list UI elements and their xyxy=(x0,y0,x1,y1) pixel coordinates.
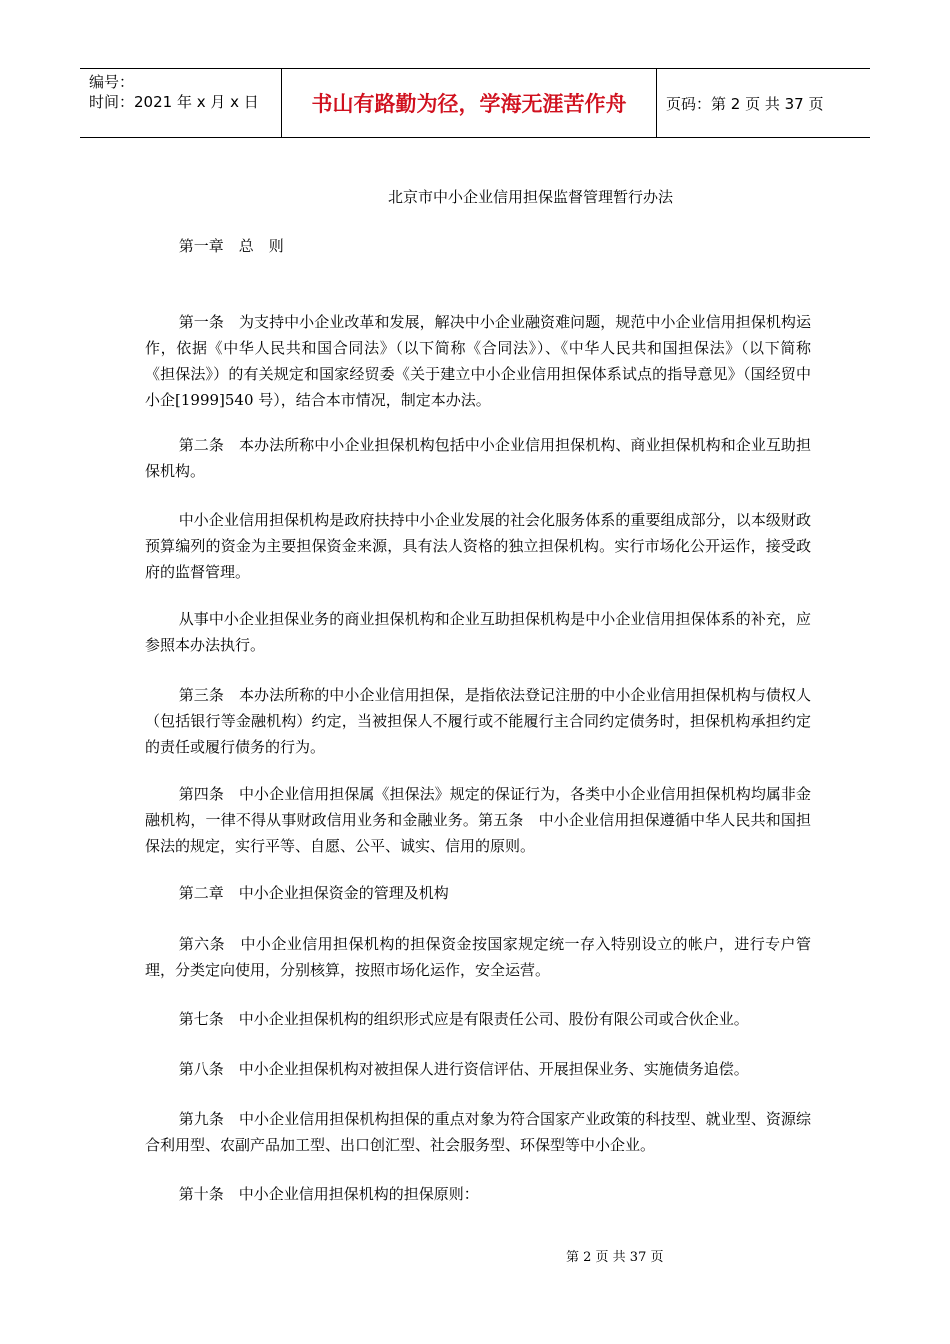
article-paragraph: 第三条 本办法所称的中小企业信用担保，是指依法登记注册的中小企业信用担保机构与债权人（包括银行等金融机构）约定，当被担保人不履行或不能履行主合同约定债务时，担保机构承担约定的责任或履行债务的行为。 xyxy=(145,686,811,756)
article-paragraph: 第四条 中小企业信用担保属《担保法》规定的保证行为，各类中小企业信用担保机构均属非金融机构，一律不得从事财政信用业务和金融业务。第五条 中小企业信用担保遵循中华人民共和国担保法的规定，实行平等、自愿、公平、诚实、信用的原则。 xyxy=(145,785,811,855)
doc-number-label: 编号： xyxy=(89,73,135,91)
article-paragraph: 第九条 中小企业信用担保机构担保的重点对象为符合国家产业政策的科技型、就业型、资源综合利用型、农副产品加工型、出口创汇型、社会服务型、环保型等中小企业。 xyxy=(145,1110,811,1154)
page-header xyxy=(80,68,870,138)
document-title: 北京市中小企业信用担保监督管理暂行办法 xyxy=(388,188,674,206)
article-paragraph: 第十条 中小企业信用担保机构的担保原则： xyxy=(178,1185,479,1203)
header-motto: 书山有路勤为径，学海无涯苦作舟 xyxy=(282,69,657,137)
header-info-cell xyxy=(80,69,282,137)
article-paragraph: 从事中小企业担保业务的商业担保机构和企业互助担保机构是中小企业信用担保体系的补充，应参照本办法执行。 xyxy=(145,610,811,654)
article-paragraph: 第二条 本办法所称中小企业担保机构包括中小企业信用担保机构、商业担保机构和企业互助担保机构。 xyxy=(145,436,811,480)
doc-date-label: 时间：2021 年 x 月 x 日 xyxy=(89,93,259,111)
chapter-heading: 第一章 总 则 xyxy=(178,237,284,255)
footer-page-number: 第 2 页 共 37 页 xyxy=(566,1250,664,1265)
article-paragraph: 第七条 中小企业担保机构的组织形式应是有限责任公司、股份有限公司或合伙企业。 xyxy=(178,1010,749,1028)
header-page-label: 页码：第 2 页 共 37 页 xyxy=(666,94,824,113)
article-paragraph: 第八条 中小企业担保机构对被担保人进行资信评估、开展担保业务、实施债务追偿。 xyxy=(178,1060,749,1078)
article-paragraph: 中小企业信用担保机构是政府扶持中小企业发展的社会化服务体系的重要组成部分，以本级财政预算编列的资金为主要担保资金来源，具有法人资格的独立担保机构。实行市场化公开运作，接受政府的监督管理。 xyxy=(145,511,811,581)
article-paragraph: 第一条 为支持中小企业改革和发展，解决中小企业融资难问题，规范中小企业信用担保机构运作，依据《中华人民共和国合同法》（以下简称《合同法》）、《中华人民共和国担保法》（以下简称《担保法》）的有关规定和国家经贸委《关于建立中小企业信用担保体系试点的指导意见》（国经贸中小企[1999]540 号），结合本市情况，制定本办法。 xyxy=(145,313,811,409)
article-paragraph: 第六条 中小企业信用担保机构的担保资金按国家规定统一存入特别设立的帐户，进行专户管理，分类定向使用，分别核算，按照市场化运作，安全运营。 xyxy=(145,935,811,979)
chapter-heading: 第二章 中小企业担保资金的管理及机构 xyxy=(178,884,449,902)
